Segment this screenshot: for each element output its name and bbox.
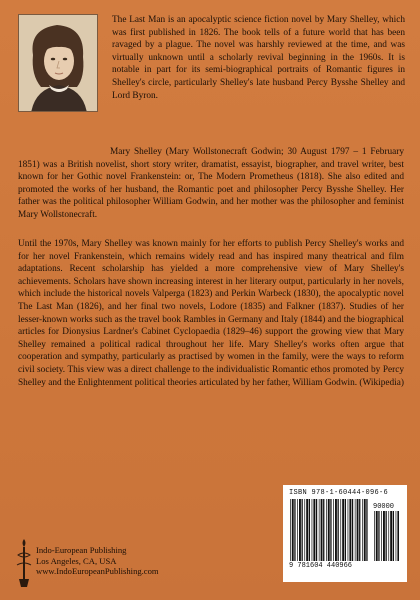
barcode-number: 9 781604 440966 [289,562,353,570]
barcode-main-bars-icon [289,499,369,561]
author-bio-paragraph: Mary Shelley (Mary Wollstonecraft Godwin; 30 August 1797 – 1 February 1851) was a British novelist, short story writer, dramatist, essayist, biographer, and travel writer, best known for her Gothic novel Frankenstein: or, The Modern Prometheus (1818). She also edited and promoted the works of her husband, the Romantic poet and philosopher Percy Bysshe Shelley. Her father was the political philosopher William Godwin, and her mother was the philosopher and feminist Mary Wollstonecraft. [18,147,404,220]
publisher-name: Indo-European Publishing [36,545,127,555]
isbn-barcode [283,485,407,582]
publisher-website[interactable]: www.IndoEuropeanPublishing.com [36,566,159,576]
author-legacy-paragraph: Until the 1970s, Mary Shelley was known mainly for her efforts to publish Percy Shelley's works and for her novel Frankenstein, which remains widely read and has inspired many theatrical and film adaptations. Recent scholarship has yielded a more comprehensive view of Mary Shelley's achievements. Scholars have shown increasing interest in her literary output, particularly in her novels, which include the historical novels Valperga (1823) and Perkin Warbeck (1830), the apocalyptic novel The Last Man (1826), and her final two novels, Lodore (1835) and Falkner (1837). Studies of her lesser-known works such as the travel book Rambles in Germany and Italy (1844) and the biographical articles for Dionysius Lardner's Cabinet Cyclopaedia (1829–46) support the growing view that Mary Shelley remained a political radical throughout her life. Mary Shelley's works often argue that cooperation and sympathy, particularly as practised by women in the family, were the ways to reform civil society. This view was a direct challenge to the individualistic Romantic ethos promoted by Percy Shelley and the Enlightenment political theories articulated by her father, William Godwin. (Wikipedia) [18,239,404,388]
publisher-logo-icon [14,537,34,589]
isbn-text: ISBN 978-1-60444-096-6 [289,489,389,497]
barcode-addon-bars-icon [373,511,399,561]
publisher-location: Los Angeles, CA, USA [36,555,117,566]
book-synopsis-paragraph: The Last Man is an apocalyptic science fiction novel by Mary Shelley, which was first published in 1826. The book tells of a future world that has been ravaged by a plague. The novel was harshly reviewed at the time, and was virtually unknown until a scholarly revival beginning in the 1960s. It is notable in part for its semi-biographical portraits of Romantic figures in Shelley's circle, particularly Shelley's late husband Percy Bysshe Shelley and Lord Byron. [112,15,405,101]
price-code: 90000 [373,503,395,511]
author-portrait-image [18,14,98,112]
